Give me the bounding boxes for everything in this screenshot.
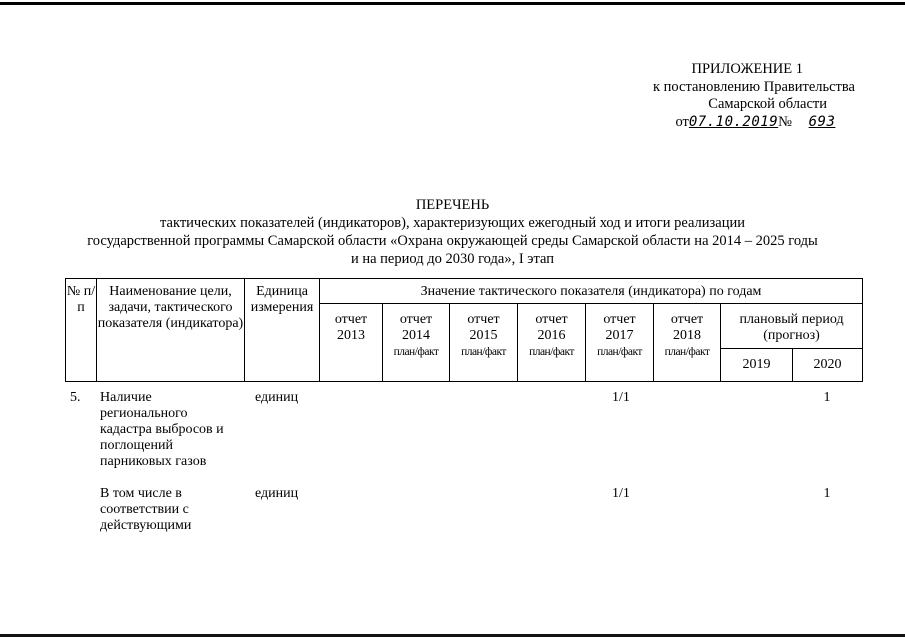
appendix-title: ПРИЛОЖЕНИЕ 1: [691, 61, 803, 77]
year-header: отчет 2016 план/факт: [518, 304, 586, 382]
heading-title: ПЕРЕЧЕНЬ: [415, 197, 490, 213]
year-header: отчет 2013: [320, 304, 383, 382]
appendix-line2: Самарской области: [708, 96, 827, 112]
heading-line1: тактических показателей (индикаторов), характеризующих ежегодный ход и итоги реализации: [160, 215, 745, 231]
row-value-2017: 1/1: [612, 390, 630, 405]
row-unit: единиц: [255, 486, 299, 501]
table-row: [65, 386, 862, 486]
year-header: отчет 2017 план/факт: [586, 304, 654, 382]
from-label: от: [675, 113, 689, 130]
scan-top-border: [0, 2, 905, 5]
indicators-table-header: [65, 278, 863, 382]
number-label: №: [778, 113, 792, 130]
plan-year-2020: 2020: [793, 349, 863, 382]
plan-year-2019: 2019: [721, 349, 793, 382]
row-value-2020: 1: [823, 390, 831, 405]
col-header-values: Значение тактического показателя (индикатора) по годам: [320, 279, 863, 304]
col-header-unit: Единица измерения: [245, 279, 320, 382]
row-value-2017: 1/1: [612, 486, 630, 501]
col-header-number: № п/п: [66, 279, 97, 382]
year-header: отчет 2014 план/факт: [383, 304, 450, 382]
row-unit: единиц: [255, 390, 299, 405]
row-name: В том числе в соответствии с действующими: [100, 486, 192, 533]
appendix-date-line: [653, 114, 852, 132]
document-heading: [0, 196, 905, 268]
row-name: Наличие регионального кадастра выбросов и поглощений парниковых газов: [100, 390, 224, 469]
row-number: 5.: [70, 390, 81, 405]
row-value-2020: 1: [823, 486, 831, 501]
heading-line3: и на период до 2030 года», I этап: [350, 251, 555, 267]
col-header-name: Наименование цели, задачи, тактического показателя (индикатора): [97, 279, 245, 382]
year-header: отчет 2018 план/факт: [654, 304, 721, 382]
handwritten-date: 07.10.2019: [688, 113, 779, 130]
plan-period-header: плановый период (прогноз): [721, 304, 863, 349]
year-header: отчет 2015 план/факт: [450, 304, 518, 382]
heading-line2: государственной программы Самарской области «Охрана окружающей среды Самарской области на 2014 – 2025 годы: [87, 233, 818, 249]
handwritten-number: 693: [808, 113, 836, 130]
scan-bottom-border: [0, 634, 905, 637]
table-row: [65, 486, 862, 566]
appendix-block: [653, 61, 855, 131]
appendix-line1: к постановлению Правительства: [653, 78, 855, 95]
table-body: [65, 386, 862, 566]
